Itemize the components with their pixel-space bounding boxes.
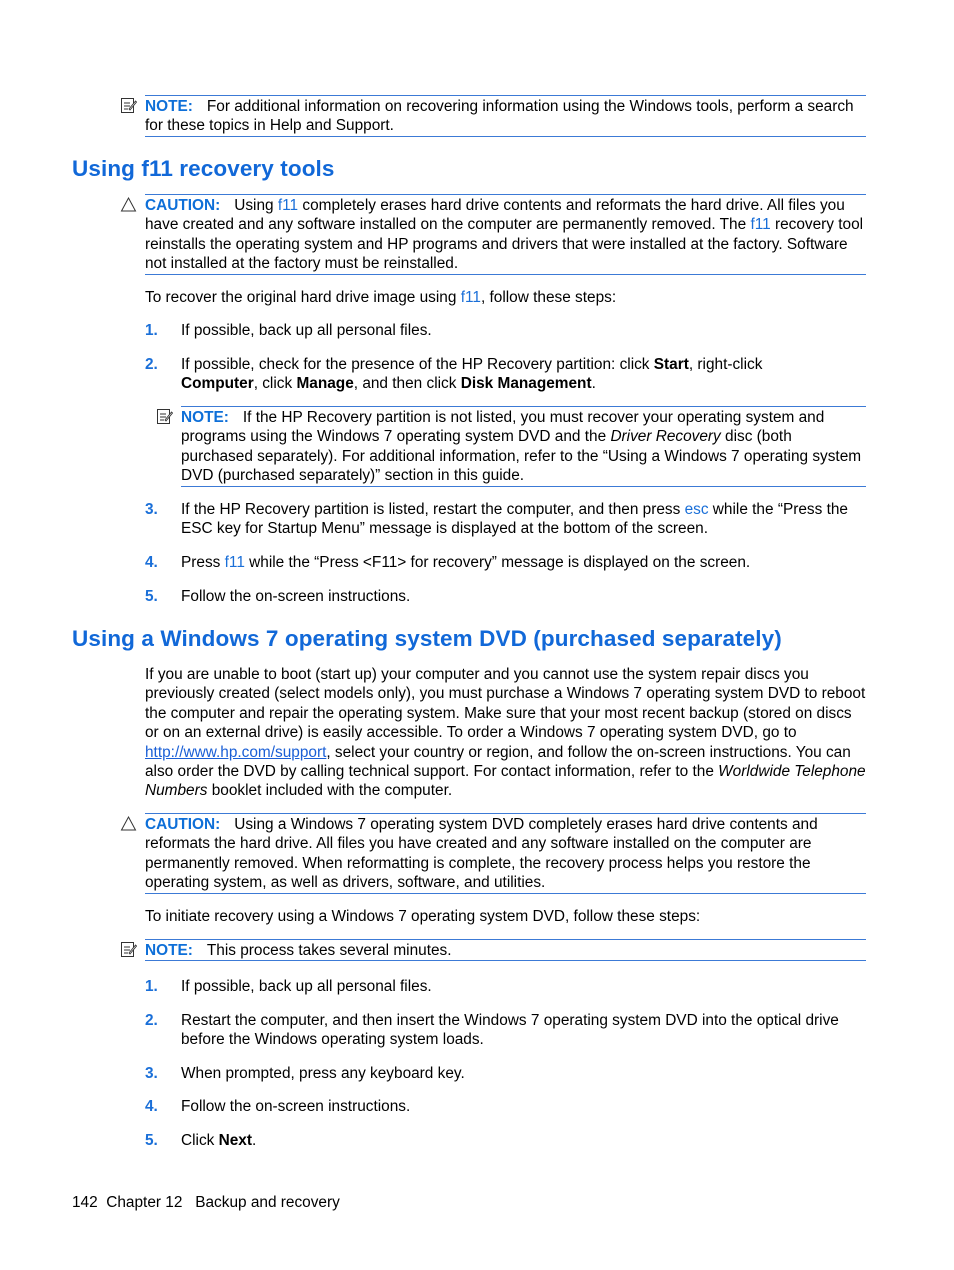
caution-icon xyxy=(120,815,137,832)
step-text-part: while the “Press <F11> for recovery” message is displayed on the screen. xyxy=(244,554,751,571)
note-icon xyxy=(156,408,173,425)
dvd-paragraph xyxy=(145,665,869,801)
dvd-intro: To initiate recovery using a Windows 7 operating system DVD, follow these steps: xyxy=(145,908,701,925)
step-number: 4. xyxy=(145,1098,158,1115)
page-number: 142 xyxy=(72,1194,98,1211)
step-text xyxy=(181,355,869,394)
step-text: When prompted, press any keyboard key. xyxy=(181,1065,465,1082)
ui-term-disk-management: Disk Management xyxy=(460,375,592,393)
footer-chapter: Chapter 12 xyxy=(106,1194,183,1211)
key-f11: f11 xyxy=(750,216,771,234)
step-text: If possible, back up all personal files. xyxy=(181,322,432,339)
step-number: 3. xyxy=(145,501,158,518)
step-text-part: . xyxy=(251,1132,257,1149)
step-number: 2. xyxy=(145,356,158,373)
para-text: If you are unable to boot (start up) your computer and you cannot use the system repair discs you previously created (select models only), you must purchase a Windows 7 operating system DVD to reboot the computer and repair the operating system. Make sure that your most recent backup (stored on discs or on an external drive) is easily accessible. To order a Windows 7 operating system DVD, go to xyxy=(145,666,866,742)
step-text-part: while the “Press the ESC key for Startup Menu” message is displayed at the bottom of the screen. xyxy=(181,501,848,538)
step-text-part: Press xyxy=(181,554,225,571)
caution-text: Using xyxy=(234,197,278,214)
key-f11: f11 xyxy=(277,197,299,214)
step-text-part: , and then click xyxy=(353,375,461,393)
step-text xyxy=(181,1131,869,1150)
step-text xyxy=(181,500,869,539)
key-f11: f11 xyxy=(460,289,481,306)
step-text xyxy=(181,553,869,572)
caution-label: CAUTION: xyxy=(145,816,221,833)
step-number: 2. xyxy=(145,1012,158,1029)
intro-paragraph xyxy=(145,288,869,307)
step-number: 5. xyxy=(145,1132,158,1149)
section-heading-f11: Using f11 recovery tools xyxy=(72,156,335,181)
note-text: This process takes several minutes. xyxy=(206,942,452,959)
step-number: 1. xyxy=(145,322,158,339)
note-icon xyxy=(120,97,137,114)
note-icon xyxy=(120,941,137,958)
caution-label: CAUTION: xyxy=(145,197,221,214)
ui-term-manage: Manage xyxy=(296,375,354,393)
para-text: , select your country or region, and follow the on-screen instructions. You can also order the DVD by calling technical support. For contact information, refer to the xyxy=(145,743,851,781)
ui-term-computer: Computer xyxy=(181,375,254,393)
step-text: Follow the on-screen instructions. xyxy=(181,1098,411,1115)
note-top xyxy=(145,95,866,137)
key-f11: f11 xyxy=(224,554,245,571)
step-text-part: If the HP Recovery partition is listed, restart the computer, and then press xyxy=(181,501,685,518)
caution-text: completely erases hard drive contents and reformats the hard drive. All files you have created and any software installed on the computer are permanently removed. The xyxy=(145,197,845,234)
note-italic: Driver Recovery xyxy=(610,428,721,446)
step-number: 4. xyxy=(145,554,158,571)
step-text: If possible, back up all personal files. xyxy=(181,978,432,995)
caution-f11 xyxy=(145,194,866,275)
para-italic: Worldwide Telephone Numbers xyxy=(145,763,866,800)
step-number: 5. xyxy=(145,588,158,605)
step-text-part: , click xyxy=(253,375,297,393)
section-heading-dvd: Using a Windows 7 operating system DVD (purchased separately) xyxy=(72,626,782,651)
caution-text: recovery tool reinstalls the operating system and HP programs and drivers that were installed at the factory. Software not installed at the factory must be reinstalled. xyxy=(145,216,864,273)
step-number: 1. xyxy=(145,978,158,995)
note-process-time xyxy=(145,939,866,961)
step-text-part: , right-click xyxy=(688,356,763,373)
note-text: disc (both purchased separately). For additional information, refer to the “Using a Windows 7 operating system DVD (purchased separately)” section in this guide. xyxy=(181,428,862,485)
caution-dvd xyxy=(145,813,866,894)
key-esc: esc xyxy=(684,501,709,518)
step-text-part: If possible, check for the presence of the HP Recovery partition: click xyxy=(181,356,654,373)
note-label: NOTE: xyxy=(181,409,229,426)
step-text: Restart the computer, and then insert the Windows 7 operating system DVD into the optical drive before the Windows operating system loads. xyxy=(181,1012,839,1049)
step-text-part: Click xyxy=(181,1132,219,1149)
footer-title: Backup and recovery xyxy=(195,1194,340,1211)
note-text: For additional information on recovering information using the Windows tools, perform a search for these topics in Help and Support. xyxy=(145,98,854,135)
intro-text: , follow these steps: xyxy=(480,289,617,306)
step-text: Follow the on-screen instructions. xyxy=(181,588,411,605)
note-text: If the HP Recovery partition is not listed, you must recover your operating system and programs using the Windows 7 operating system DVD and the xyxy=(181,409,825,446)
caution-icon xyxy=(120,196,137,213)
ui-term-start: Start xyxy=(653,356,689,373)
para-text: booklet included with the computer. xyxy=(207,782,453,800)
hp-support-link[interactable]: http://www.hp.com/support xyxy=(145,743,327,761)
note-label: NOTE: xyxy=(145,942,193,959)
note-recovery-partition xyxy=(181,406,866,487)
step-text-part: . xyxy=(591,375,596,393)
page-footer xyxy=(72,1193,340,1212)
note-label: NOTE: xyxy=(145,98,193,115)
intro-text: To recover the original hard drive image using xyxy=(145,289,461,306)
ui-term-next: Next xyxy=(218,1132,252,1149)
caution-text: Using a Windows 7 operating system DVD completely erases hard drive contents and reformats the hard drive. All files you have created and any software installed on the computer are permanently removed. When reformatting is complete, the recovery process helps you restore the operating system, as well as drivers, software, and utilities. xyxy=(145,816,818,892)
step-number: 3. xyxy=(145,1065,158,1082)
